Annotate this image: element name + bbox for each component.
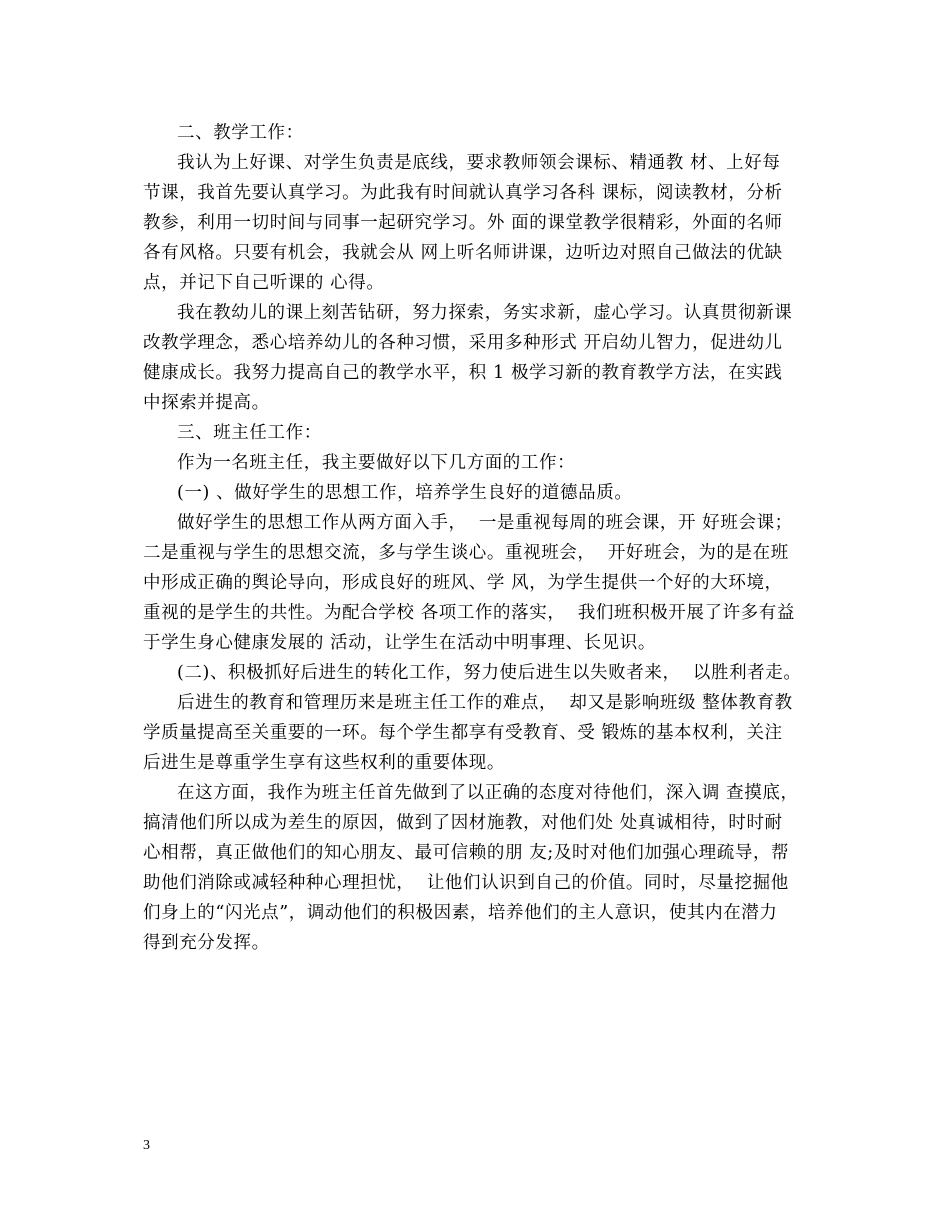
paragraph-line: 后进生的教育和管理历来是班主任工作的难点， 却又是影响班级 整体教育教 bbox=[177, 693, 793, 713]
paragraph-line: 学质量提高至关重要的一环。每个学生都享有受教育、受 锻炼的基本权利，关注 bbox=[143, 723, 783, 743]
paragraph-line: 中探索并提高。 bbox=[143, 393, 270, 413]
paragraph-line: 于学生身心健康发展的 活动，让学生在活动中明事理、长见识。 bbox=[143, 633, 656, 653]
paragraph-line: 作为一名班主任，我主要做好以下几方面的工作： bbox=[177, 453, 576, 473]
paragraph-line: 教参，利用一切时间与同事一起研究学习。外 面的课堂教学很精彩，外面的名师 bbox=[143, 213, 783, 233]
paragraph-line: 我认为上好课、对学生负责是底线，要求教师领会课标、精通教 材、上好每 bbox=[177, 153, 781, 173]
subsection-heading-2: (二)、积极抓好后进生的转化工作，努力使后进生以失败者来， 以胜利者走。 bbox=[177, 663, 802, 683]
paragraph-line: 们身上的“闪光点”，调动他们的积极因素，培养他们的主人意识，使其内在潜力 bbox=[143, 903, 778, 923]
paragraph-line: 节课，我首先要认真学习。为此我有时间就认真学习各科 课标，阅读教材，分析 bbox=[143, 183, 783, 203]
paragraph-line: 后进生是尊重学生享有这些权利的重要体现。 bbox=[143, 753, 505, 773]
section-heading-teaching: 二、教学工作： bbox=[177, 123, 304, 143]
paragraph-line: 二是重视与学生的思想交流，多与学生谈心。重视班会， 开好班会，为的是在班 bbox=[143, 543, 789, 563]
paragraph-line: 得到充分发挥。 bbox=[143, 933, 270, 953]
paragraph-line: 健康成长。我努力提高自己的教学水平，积 1 极学习新的教育教学方法，在实践 bbox=[143, 363, 783, 383]
paragraph-line: 中形成正确的舆论导向，形成良好的班风、学 风，为学生提供一个好的大环境， bbox=[143, 573, 783, 593]
section-heading-class-teacher: 三、班主任工作： bbox=[177, 423, 322, 443]
subsection-heading-1: (一) 、做好学生的思想工作，培养学生良好的道德品质。 bbox=[177, 483, 633, 503]
paragraph-line: 搞清他们所以成为差生的原因，做到了因材施教，对他们处 处真诚相待，时时耐 bbox=[143, 813, 783, 833]
paragraph-line: 助他们消除或减轻种种心理担忧， 让他们认识到自己的价值。同时，尽量挖掘他 bbox=[143, 873, 789, 893]
paragraph-line: 改教学理念，悉心培养幼儿的各种习惯，采用多种形式 开启幼儿智力，促进幼儿 bbox=[143, 333, 783, 353]
document-body bbox=[143, 118, 815, 958]
paragraph-line: 各有风格。只要有机会，我就会从 网上听名师讲课，边听边对照自己做法的优缺 bbox=[143, 243, 783, 263]
page-number: 3 bbox=[143, 1138, 150, 1153]
paragraph-line: 重视的是学生的共性。为配合学校 各项工作的落实， 我们班积极开展了许多有益 bbox=[143, 603, 795, 623]
paragraph-line: 心相帮，真正做他们的知心朋友、最可信赖的朋 友;及时对他们加强心理疏导，帮 bbox=[143, 843, 790, 863]
paragraph-line: 我在教幼儿的课上刻苦钻研，努力探索，务实求新，虚心学习。认真贯彻新课 bbox=[177, 303, 793, 323]
paragraph-line: 在这方面，我作为班主任首先做到了以正确的态度对待他们，深入调 查摸底， bbox=[177, 783, 799, 803]
paragraph-line: 做好学生的思想工作从两方面入手， 一是重视每周的班会课，开 好班会课； bbox=[177, 513, 793, 533]
paragraph-line: 点，并记下自己听课的 心得。 bbox=[143, 273, 385, 293]
